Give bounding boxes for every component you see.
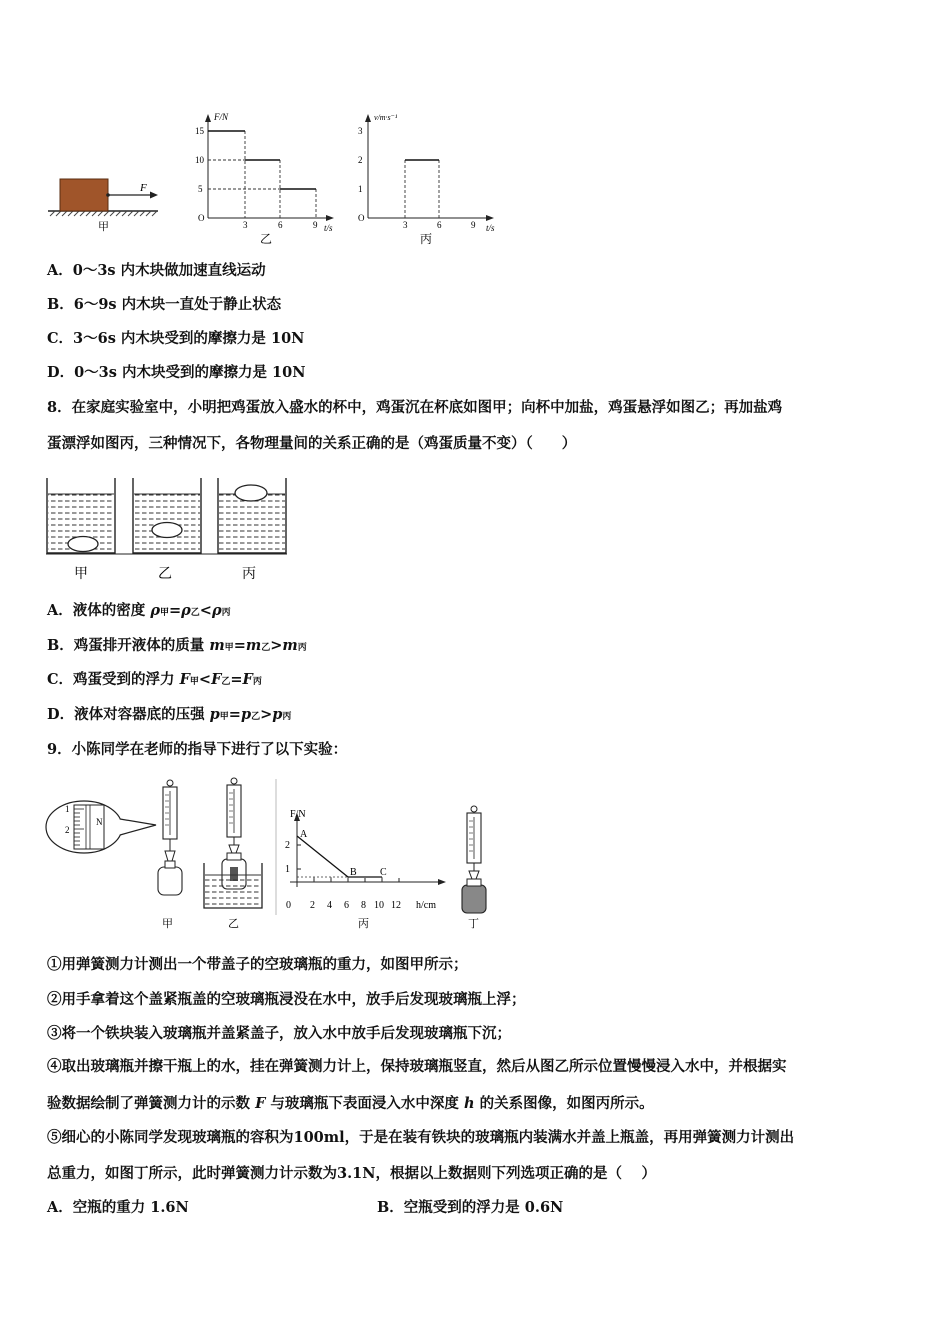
- caption-bing: 丙: [420, 232, 433, 246]
- force-label: F: [140, 182, 147, 194]
- svg-text:2: 2: [358, 155, 363, 165]
- egg: [68, 537, 98, 552]
- svg-text:1: 1: [285, 864, 290, 875]
- q8-option-a: A．液体的密度 ρ甲=ρ乙<ρ丙: [47, 602, 231, 619]
- svg-text:8: 8: [361, 900, 366, 911]
- wood-block: [60, 179, 108, 211]
- svg-text:6: 6: [437, 220, 442, 230]
- svg-text:t/s: t/s: [324, 223, 333, 233]
- q8-stem-line1: 8．在家庭实验室中，小明把鸡蛋放入盛水的杯中，鸡蛋沉在杯底如图甲；向杯中加盐，鸡蛋悬浮如图乙；再加盐鸡: [47, 399, 783, 416]
- q8-option-d: D．液体对容器底的压强 p甲=p乙>p丙: [47, 706, 292, 723]
- q9-fig-ding: [462, 806, 486, 930]
- svg-text:2: 2: [310, 900, 315, 911]
- q9-title: 9．小陈同学在老师的指导下进行了以下实验：: [47, 741, 348, 758]
- svg-text:丁: 丁: [468, 918, 479, 930]
- q9-step-4-line2: 验数据绘制了弹簧测力计的示数 F 与玻璃瓶下表面浸入水中深度 h 的关系图像，如图丙所示。: [47, 1095, 654, 1112]
- svg-text:h/cm: h/cm: [416, 900, 436, 911]
- cup-bing: [218, 478, 286, 553]
- q9-fig-jia: [46, 780, 182, 930]
- svg-text:丙: 丙: [358, 918, 369, 930]
- svg-text:2: 2: [285, 840, 290, 851]
- svg-text:v/m·s⁻¹: v/m·s⁻¹: [374, 113, 398, 122]
- svg-text:9: 9: [471, 220, 476, 230]
- q7-option-b: B．6～9s 内木块一直处于静止状态: [47, 296, 282, 313]
- svg-text:15: 15: [195, 126, 204, 136]
- q7-fig-yi: [195, 112, 334, 246]
- svg-text:12: 12: [391, 900, 401, 911]
- cup-jia: [47, 478, 115, 553]
- q9-step-1: ①用弹簧测力计测出一个带盖子的空玻璃瓶的重力，如图甲所示；: [47, 956, 468, 973]
- q8-option-b: B．鸡蛋排开液体的质量 m甲=m乙>m丙: [47, 637, 307, 654]
- egg: [152, 523, 182, 538]
- svg-text:A: A: [300, 829, 308, 840]
- q7-option-a: A．0～3s 内木块做加速直线运动: [47, 262, 266, 279]
- svg-text:t/s: t/s: [486, 223, 495, 233]
- q9-figure: [44, 775, 504, 935]
- svg-text:3: 3: [403, 220, 408, 230]
- q8-stem-line2: 蛋漂浮如图丙，三种情况下，各物理量间的关系正确的是（鸡蛋质量不变）（ ）: [47, 435, 577, 452]
- egg: [235, 485, 267, 501]
- q8-figure: [44, 474, 289, 586]
- q9-step-2: ②用手拿着这个盖紧瓶盖的空玻璃瓶浸没在水中，放手后发现玻璃瓶上浮；: [47, 991, 526, 1008]
- cup-yi: [133, 478, 201, 553]
- svg-text:3: 3: [358, 126, 363, 136]
- svg-text:甲: 甲: [74, 567, 88, 582]
- q9-step-4-line1: ④取出玻璃瓶并擦干瓶上的水，挂在弹簧测力计上，保持玻璃瓶竖直，然后从图乙所示位置慢慢浸入水中，并根据实: [47, 1058, 787, 1075]
- svg-text:C: C: [380, 867, 387, 878]
- q9-fig-yi: [204, 778, 262, 930]
- q9-option-a: A．空瓶的重力 1.6N: [47, 1199, 189, 1216]
- svg-text:10: 10: [195, 155, 204, 165]
- q9-option-b: B．空瓶受到的浮力是 0.6N: [377, 1199, 564, 1216]
- svg-text:B: B: [350, 867, 357, 878]
- q9-step-5-line2: 总重力，如图丁所示，此时弹簧测力计示数为3.1N，根据以上数据则下列选项正确的是（ ）: [47, 1165, 657, 1182]
- svg-text:乙: 乙: [158, 567, 172, 582]
- svg-text:O: O: [358, 213, 365, 223]
- q7-option-c: C．3～6s 内木块受到的摩擦力是 10N: [47, 330, 305, 347]
- svg-text:乙: 乙: [228, 918, 239, 930]
- q9-step-5-line1: ⑤细心的小陈同学发现玻璃瓶的容积为100ml，于是在装有铁块的玻璃瓶内装满水并盖上瓶盖，再用弹簧测力计测出: [47, 1129, 795, 1146]
- caption-yi: 乙: [260, 232, 273, 246]
- svg-text:3: 3: [243, 220, 248, 230]
- svg-text:N: N: [96, 817, 103, 827]
- svg-text:F/N: F/N: [214, 112, 229, 122]
- svg-text:O: O: [198, 213, 205, 223]
- svg-text:10: 10: [374, 900, 384, 911]
- svg-text:丙: 丙: [242, 567, 256, 582]
- q9-step-3: ③将一个铁块装入玻璃瓶并盖紧盖子，放入水中放手后发现玻璃瓶下沉；: [47, 1025, 511, 1042]
- svg-text:1: 1: [65, 804, 70, 814]
- svg-text:F/N: F/N: [290, 809, 306, 820]
- q7-fig-bing: [358, 113, 495, 246]
- svg-text:5: 5: [198, 184, 203, 194]
- q7-fig-jia: [48, 179, 158, 233]
- svg-text:1: 1: [358, 184, 363, 194]
- q9-fig-bing: [285, 809, 446, 930]
- caption-jia: 甲: [98, 221, 109, 233]
- svg-text:6: 6: [278, 220, 283, 230]
- svg-text:甲: 甲: [162, 918, 173, 930]
- q7-option-d: D．0～3s 内木块受到的摩擦力是 10N: [47, 364, 306, 381]
- svg-text:0: 0: [286, 900, 291, 911]
- svg-text:9: 9: [313, 220, 318, 230]
- q8-option-c: C．鸡蛋受到的浮力 F甲<F乙=F丙: [47, 671, 262, 688]
- q7-figure: [40, 105, 520, 250]
- svg-text:4: 4: [327, 900, 332, 911]
- svg-text:2: 2: [65, 825, 70, 835]
- svg-text:6: 6: [344, 900, 349, 911]
